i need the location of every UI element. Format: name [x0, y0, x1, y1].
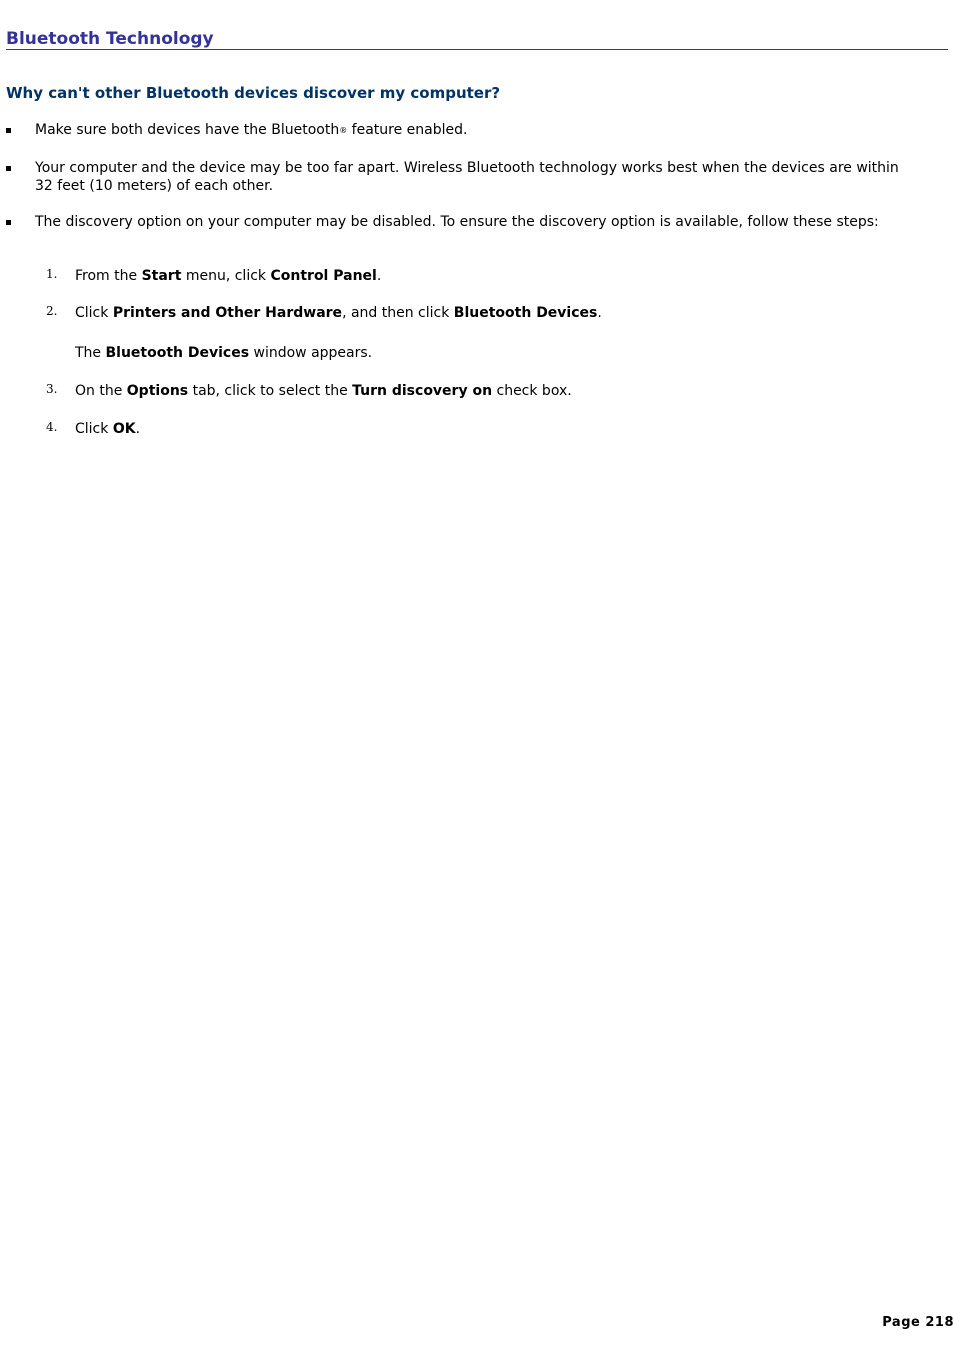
step-number: 3.	[46, 382, 58, 396]
bullet-text: The discovery option on your computer may be disabled. To ensure the discovery option is available, follow these steps:	[35, 214, 879, 230]
registered-mark: ®	[339, 126, 348, 135]
ui-term: Bluetooth Devices	[453, 305, 598, 321]
ui-term: Control Panel	[270, 268, 377, 284]
page-title: Bluetooth Technology	[6, 29, 948, 50]
page-number: Page 218	[882, 1315, 954, 1330]
step-note: The Bluetooth Devices window appears.	[75, 345, 373, 361]
square-bullet-icon	[6, 220, 11, 225]
step-text: Click OK.	[75, 421, 141, 437]
step-text: On the Options tab, click to select the Turn discovery on check box.	[75, 383, 572, 399]
step-number: 1.	[46, 267, 58, 281]
ui-term: Printers and Other Hardware	[112, 305, 343, 321]
step-text: Click Printers and Other Hardware, and then click Bluetooth Devices.	[75, 305, 602, 321]
ui-term: Turn discovery on	[352, 383, 493, 399]
bullet-text: Make sure both devices have the Bluetooth® feature enabled.	[35, 122, 468, 138]
square-bullet-icon	[6, 166, 11, 171]
step-text: From the Start menu, click Control Panel.	[75, 268, 382, 284]
ui-term: Bluetooth Devices	[105, 345, 250, 361]
ui-term: Start	[141, 268, 182, 284]
ui-term: Options	[126, 383, 189, 399]
step-number: 2.	[46, 304, 58, 318]
ui-term: OK	[112, 421, 136, 437]
step-number: 4.	[46, 420, 58, 434]
square-bullet-icon	[6, 128, 11, 133]
bullet-text: Your computer and the device may be too far apart. Wireless Bluetooth technology works best when the devices are within 32 feet (10 meters) of each other.	[35, 160, 899, 194]
question-heading: Why can't other Bluetooth devices discover my computer?	[6, 84, 501, 102]
